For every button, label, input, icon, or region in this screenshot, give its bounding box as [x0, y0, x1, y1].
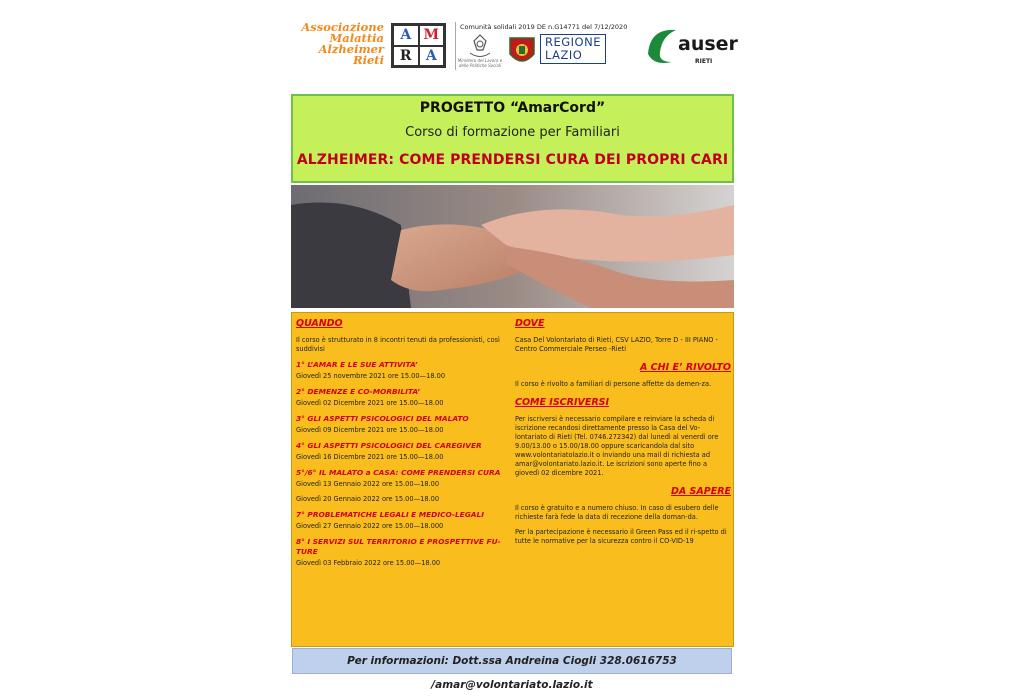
- amra-letter: A: [419, 46, 445, 67]
- amra-letter: A: [393, 25, 419, 46]
- session-date: Giovedì 13 Gennaio 2022 ore 15.00—18.00: [296, 480, 440, 488]
- sapere-text-1: Il corso è gratuito e a numero chiuso. In caso di esubero delle richieste farà fede la data di recezione della doman-da.: [515, 504, 719, 521]
- quando-column: [296, 318, 504, 574]
- chi-heading: A CHI E’ RIVOLTO: [640, 362, 731, 373]
- auser-logo-text: auser: [678, 33, 738, 55]
- iscriversi-heading: COME ISCRIVERSI: [515, 397, 610, 408]
- dove-heading: DOVE: [515, 318, 545, 329]
- auser-sub: RIETI: [695, 58, 713, 65]
- iscriversi-text: Per iscriversi è necessario compilare e reinviare la scheda di iscrizione recandosi direttamente presso la Casa del Vo-lontariato di Rieti (Tel. 0746.272342) dal lunedì al venerdì ore 9.00/13.00 o 15.00/18.00 oppure scaricandola dal sito www.volontariatolazio.it o inviando una mail di richiesta ad amar@volontariato.lazio.it. Le iscrizioni sono aperte fino a giovedì 02 dicembre 2021.: [515, 415, 719, 477]
- session-date: Giovedì 02 Dicembre 2021 ore 15.00—18.00: [296, 399, 444, 407]
- ministry-label: Ministero del Lavoro e delle Politiche Sociali: [457, 58, 503, 68]
- regione-lazio-logo: [540, 34, 606, 64]
- headline: ALZHEIMER: COME PRENDERSI CURA DEI PROPRI CARI: [296, 152, 729, 168]
- amra-logo: [391, 23, 446, 68]
- session-date: Giovedì 03 Febbraio 2022 ore 15.00—18.00: [296, 559, 441, 567]
- session-title: 7° PROBLEMATICHE LEGALI E MEDICO-LEGALI: [296, 510, 484, 519]
- assoc-line: Malattia: [329, 31, 384, 45]
- dove-text: Casa Del Volontariato di Rieti, CSV LAZIO, Torre D - III PIANO - Centro Commerciale Perseo -Rieti: [515, 336, 718, 353]
- session-date: Giovedì 09 Dicembre 2021 ore 15.00—18.00: [296, 426, 444, 434]
- course-subtitle: Corso di formazione per Familiari: [405, 125, 620, 140]
- session-title: 3° GLI ASPETTI PSICOLOGICI DEL MALATO: [296, 414, 469, 423]
- session-date: Giovedì 20 Gennaio 2022 ore 15.00—18.00: [296, 495, 440, 503]
- session-date: Giovedì 27 Gennaio 2022 ore 15.00—18.000: [296, 522, 444, 530]
- funding-note: Comunità solidali 2019 DE n.G14771 del 7/12/2020: [460, 23, 628, 31]
- hands-photo: [291, 185, 734, 308]
- quando-intro: Il corso è strutturato in 8 incontri tenuti da professionisti, così suddivisi: [296, 336, 500, 353]
- session-title: 8° I SERVIZI SUL TERRITORIO E PROSPETTIVE FU-TURE: [296, 537, 501, 556]
- association-logo: [280, 22, 384, 66]
- chi-text: Il corso è rivolto a familiari di persone affette da demen-za.: [515, 380, 712, 388]
- quando-heading: QUANDO: [296, 318, 343, 329]
- session-date: Giovedì 25 novembre 2021 ore 15.00—18.00: [296, 372, 446, 380]
- sapere-text-2: Per la partecipazione è necessario il Green Pass ed il ri-spetto di tutte le normative per la sicurezza contro il CO-VID-19: [515, 528, 727, 545]
- assoc-line: Rieti: [353, 53, 384, 67]
- session-date: Giovedì 16 Dicembre 2021 ore 15.00—18.00: [296, 453, 444, 461]
- contact-footer: Per informazioni: Dott.ssa Andreina Ciogli 328.0616753 /amar@volontariato.lazio.it: [292, 648, 732, 674]
- assoc-line: Associazione: [301, 20, 384, 34]
- session-title: 5°/6° IL MALATO a CASA: COME PRENDERSI CURA: [296, 468, 501, 477]
- session-title: 4° GLI ASPETTI PSICOLOGICI DEL CAREGIVER: [296, 441, 482, 450]
- assoc-line: Alzheimer: [318, 42, 384, 56]
- regione-line: LAZIO: [545, 48, 583, 62]
- regione-line: REGIONE: [545, 35, 601, 49]
- sapere-heading: DA SAPERE: [671, 486, 731, 497]
- ministry-emblem-icon: [462, 33, 498, 61]
- session-title: 1° L’AMAR E LE SUE ATTIVITA’: [296, 360, 418, 369]
- lazio-emblem-icon: [508, 36, 536, 68]
- amra-letter: M: [419, 25, 445, 46]
- amra-letter: R: [393, 46, 419, 67]
- session-title: 2° DEMENZE E CO-MORBILITA’: [296, 387, 420, 396]
- details-column: [515, 318, 731, 546]
- project-title: PROGETTO “AmarCord”: [419, 100, 606, 116]
